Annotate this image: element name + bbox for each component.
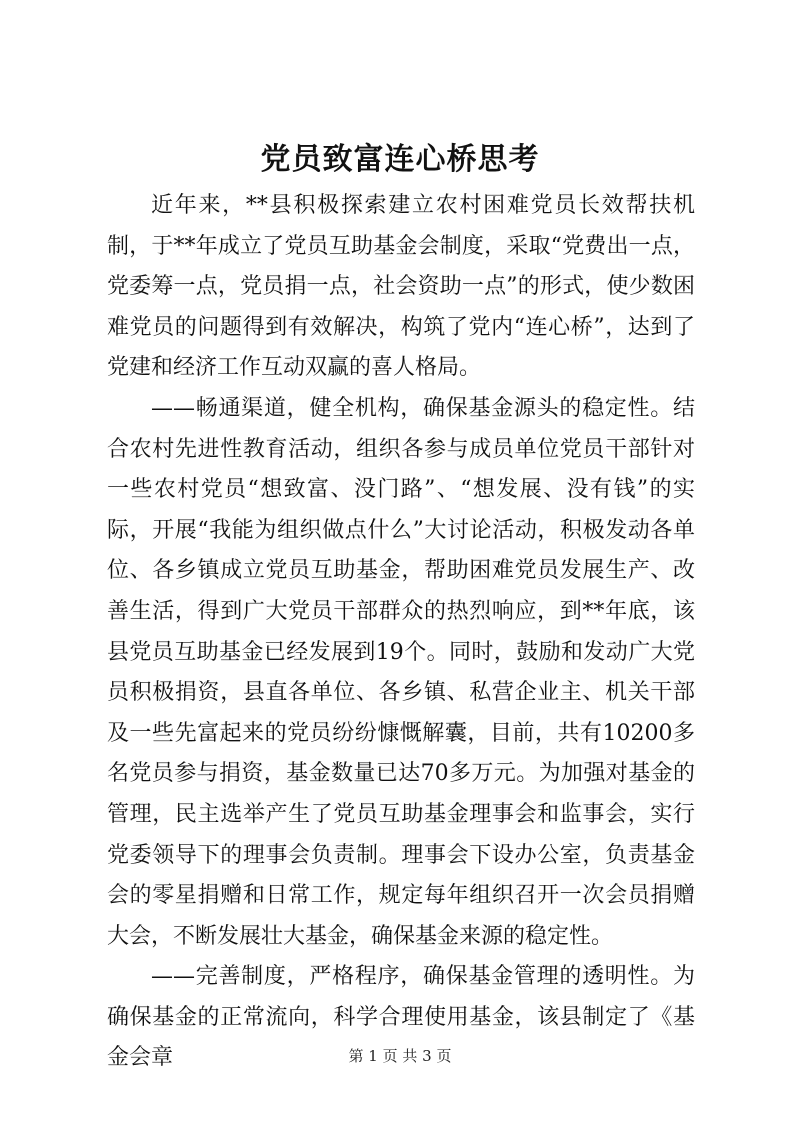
paragraph-intro: 近年来，**县积极探索建立农村困难党员长效帮扶机制，于**年成立了党员互助基金会制度，采取“党费出一点，党委筹一点，党员捐一点，社会资助一点”的形式，使少数困难党员的问题得到有效解决，构筑了党内“连心桥”，达到了党建和经济工作互动双赢的喜人格局。: [107, 193, 695, 381]
page-footer: 第 1 页 共 3 页: [348, 1047, 452, 1065]
paragraph-system: ——完善制度，严格程序，确保基金管理的透明性。为确保基金的正常流向，科学合理使用基金，该县制定了《基金会章: [107, 964, 695, 1071]
paragraph-channels: ——畅通渠道，健全机构，确保基金源头的稳定性。结合农村先进性教育活动，组织各参与成员单位党员干部针对一些农村党员“想致富、没门路”、“想发展、没有钱”的实际，开展“我能为组织做点什么”大讨论活动，积极发动各单位、各乡镇成立党员互助基金，帮助困难党员发展生产、改善生活，得到广大党员干部群众的热烈响应，到**年底，该县党员互助基金已经发展到19个。同时，鼓励和发动广大党员积极捐资，县直各单位、各乡镇、私营企业主、机关干部及一些先富起来的党员纷纷慷慨解囊，目前，共有10200多名党员参与捐资，基金数量已达70多万元。为加强对基金的管理，民主选举产生了党员互助基金理事会和监事会，实行党委领导下的理事会负责制。理事会下设办公室，负责基金会的零星捐赠和日常工作，规定每年组织召开一次会员捐赠大会，不断发展壮大基金，确保基金来源的稳定性。: [107, 395, 695, 949]
document-title: 党员致富连心桥思考: [260, 142, 540, 177]
document-body: [107, 186, 695, 1079]
